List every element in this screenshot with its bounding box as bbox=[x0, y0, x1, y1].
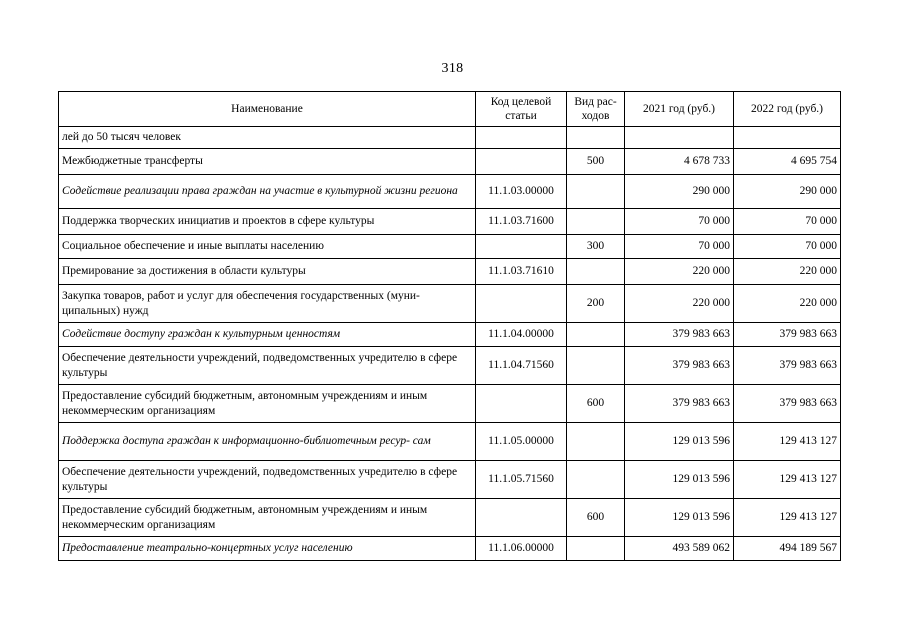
row-name: лей до 50 тысяч человек bbox=[59, 127, 476, 149]
table-header-row bbox=[59, 92, 841, 127]
row-kind: 600 bbox=[567, 385, 625, 423]
row-code: 11.1.05.71560 bbox=[476, 461, 567, 499]
row-2022: 4 695 754 bbox=[734, 149, 841, 175]
row-code bbox=[476, 235, 567, 259]
row-2022: 379 983 663 bbox=[734, 385, 841, 423]
header-2022: 2022 год (руб.) bbox=[734, 92, 841, 127]
row-2022 bbox=[734, 127, 841, 149]
row-2022: 129 413 127 bbox=[734, 499, 841, 537]
row-2021: 129 013 596 bbox=[625, 461, 734, 499]
row-name: Содействие доступу граждан к культурным ценностям bbox=[59, 323, 476, 347]
row-kind bbox=[567, 175, 625, 209]
row-2021: 379 983 663 bbox=[625, 385, 734, 423]
table-row bbox=[59, 209, 841, 235]
row-2021: 70 000 bbox=[625, 209, 734, 235]
row-kind bbox=[567, 259, 625, 285]
table-row bbox=[59, 423, 841, 461]
row-name: Поддержка доступа граждан к информационно-библиотечным ресур- сам bbox=[59, 423, 476, 461]
row-kind: 300 bbox=[567, 235, 625, 259]
row-2021: 4 678 733 bbox=[625, 149, 734, 175]
header-code: Код целевой статьи bbox=[476, 92, 567, 127]
row-code: 11.1.06.00000 bbox=[476, 537, 567, 561]
row-2021: 129 013 596 bbox=[625, 423, 734, 461]
row-2021 bbox=[625, 127, 734, 149]
row-code: 11.1.03.00000 bbox=[476, 175, 567, 209]
row-2022: 129 413 127 bbox=[734, 461, 841, 499]
row-kind bbox=[567, 209, 625, 235]
row-name: Поддержка творческих инициатив и проектов в сфере культуры bbox=[59, 209, 476, 235]
row-name: Премирование за достижения в области культуры bbox=[59, 259, 476, 285]
row-2022: 379 983 663 bbox=[734, 347, 841, 385]
row-name: Содействие реализации права граждан на участие в культурной жизни региона bbox=[59, 175, 476, 209]
row-code bbox=[476, 499, 567, 537]
row-name: Межбюджетные трансферты bbox=[59, 149, 476, 175]
row-code bbox=[476, 285, 567, 323]
table-row bbox=[59, 323, 841, 347]
row-2021: 379 983 663 bbox=[625, 323, 734, 347]
table-row bbox=[59, 499, 841, 537]
row-2022: 290 000 bbox=[734, 175, 841, 209]
row-code: 11.1.05.00000 bbox=[476, 423, 567, 461]
row-2022: 70 000 bbox=[734, 235, 841, 259]
row-name: Обеспечение деятельности учреждений, подведомственных учредителю в сфере культуры bbox=[59, 347, 476, 385]
header-2021: 2021 год (руб.) bbox=[625, 92, 734, 127]
table-row bbox=[59, 127, 841, 149]
row-kind bbox=[567, 423, 625, 461]
row-2021: 379 983 663 bbox=[625, 347, 734, 385]
row-code: 11.1.04.00000 bbox=[476, 323, 567, 347]
page-number: 318 bbox=[441, 61, 464, 76]
row-2022: 70 000 bbox=[734, 209, 841, 235]
row-kind bbox=[567, 323, 625, 347]
row-code: 11.1.04.71560 bbox=[476, 347, 567, 385]
row-2021: 290 000 bbox=[625, 175, 734, 209]
budget-table bbox=[58, 91, 841, 561]
row-2021: 129 013 596 bbox=[625, 499, 734, 537]
row-name: Закупка товаров, работ и услуг для обеспечения государственных (муни- ципальных) нужд bbox=[59, 285, 476, 323]
row-kind: 200 bbox=[567, 285, 625, 323]
row-2022: 494 189 567 bbox=[734, 537, 841, 561]
row-2021: 70 000 bbox=[625, 235, 734, 259]
row-2021: 493 589 062 bbox=[625, 537, 734, 561]
row-kind bbox=[567, 347, 625, 385]
row-name: Обеспечение деятельности учреждений, подведомственных учредителю в сфере культуры bbox=[59, 461, 476, 499]
table-row bbox=[59, 175, 841, 209]
row-name: Предоставление театрально-концертных услуг населению bbox=[59, 537, 476, 561]
row-kind bbox=[567, 537, 625, 561]
row-2022: 220 000 bbox=[734, 259, 841, 285]
row-name: Социальное обеспечение и иные выплаты населению bbox=[59, 235, 476, 259]
row-2021: 220 000 bbox=[625, 259, 734, 285]
row-2022: 379 983 663 bbox=[734, 323, 841, 347]
table-row bbox=[59, 347, 841, 385]
row-2022: 129 413 127 bbox=[734, 423, 841, 461]
row-kind bbox=[567, 127, 625, 149]
row-code bbox=[476, 149, 567, 175]
table-row bbox=[59, 235, 841, 259]
row-2021: 220 000 bbox=[625, 285, 734, 323]
table-row bbox=[59, 385, 841, 423]
row-code: 11.1.03.71600 bbox=[476, 209, 567, 235]
row-code bbox=[476, 385, 567, 423]
row-2022: 220 000 bbox=[734, 285, 841, 323]
row-name: Предоставление субсидий бюджетным, автономным учреждениям и иным некоммерческим организациям bbox=[59, 385, 476, 423]
row-code bbox=[476, 127, 567, 149]
header-kind: Вид рас- ходов bbox=[567, 92, 625, 127]
row-name: Предоставление субсидий бюджетным, автономным учреждениям и иным некоммерческим организациям bbox=[59, 499, 476, 537]
table-row bbox=[59, 149, 841, 175]
row-kind bbox=[567, 461, 625, 499]
row-code: 11.1.03.71610 bbox=[476, 259, 567, 285]
table-row bbox=[59, 259, 841, 285]
table-row bbox=[59, 461, 841, 499]
table-row bbox=[59, 537, 841, 561]
header-name: Наименование bbox=[59, 92, 476, 127]
row-kind: 600 bbox=[567, 499, 625, 537]
row-kind: 500 bbox=[567, 149, 625, 175]
table-row bbox=[59, 285, 841, 323]
